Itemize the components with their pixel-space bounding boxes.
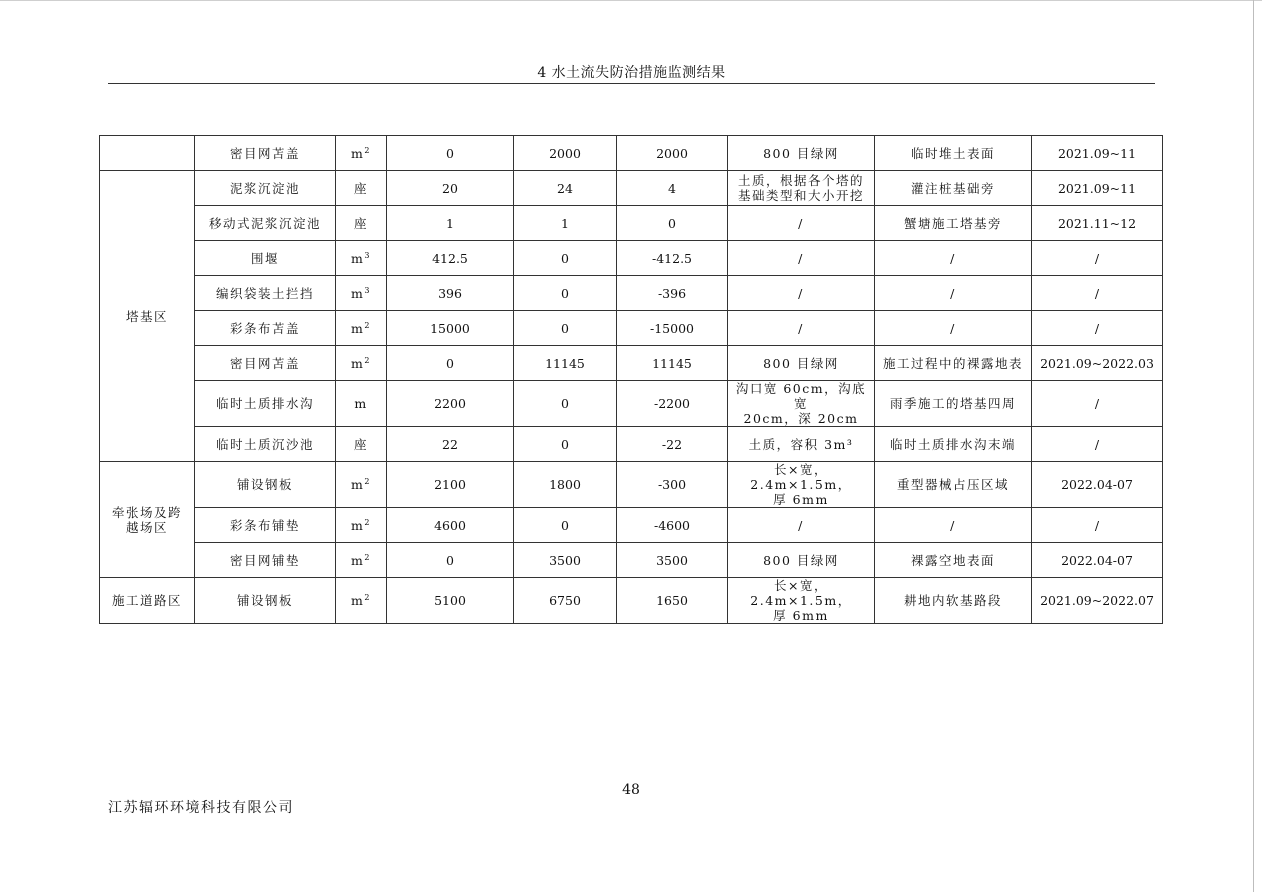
difference-cell: -396 <box>617 276 728 311</box>
planned-quantity-cell: 0 <box>387 346 514 381</box>
planned-quantity-cell: 0 <box>387 136 514 171</box>
table-row <box>100 381 1163 427</box>
page-top-border <box>0 0 1262 1</box>
planned-quantity-cell: 5100 <box>387 578 514 624</box>
company-name: 江苏辐环环境科技有限公司 <box>108 800 294 816</box>
unit-cell <box>336 381 387 427</box>
table-row <box>100 206 1163 241</box>
planned-quantity-cell: 2100 <box>387 462 514 508</box>
difference-cell: -22 <box>617 427 728 462</box>
measure-name-cell: 彩条布苫盖 <box>195 311 336 346</box>
location-cell: 裸露空地表面 <box>875 543 1032 578</box>
time-cell: 2021.09~11 <box>1032 171 1163 206</box>
actual-quantity-cell: 24 <box>514 171 617 206</box>
time-cell: / <box>1032 381 1163 427</box>
header-rule <box>108 83 1155 84</box>
actual-quantity-cell: 1800 <box>514 462 617 508</box>
actual-quantity-cell: 3500 <box>514 543 617 578</box>
specification-cell: 800 目绿网 <box>728 346 875 381</box>
page-right-border <box>1253 0 1254 892</box>
difference-cell: 4 <box>617 171 728 206</box>
location-cell: 施工过程中的裸露地表 <box>875 346 1032 381</box>
unit-cell <box>336 311 387 346</box>
time-cell: / <box>1032 241 1163 276</box>
specification-cell: / <box>728 508 875 543</box>
specification-cell: / <box>728 311 875 346</box>
table-row <box>100 543 1163 578</box>
actual-quantity-cell: 0 <box>514 381 617 427</box>
actual-quantity-cell: 0 <box>514 311 617 346</box>
unit-base: m <box>351 250 365 266</box>
actual-quantity-cell: 1 <box>514 206 617 241</box>
unit-exponent: 3 <box>364 250 371 260</box>
unit-exponent: 2 <box>364 592 371 602</box>
measure-name-cell: 密目网苫盖 <box>195 346 336 381</box>
actual-quantity-cell: 0 <box>514 427 617 462</box>
measure-name-cell: 铺设钢板 <box>195 462 336 508</box>
time-cell: 2021.09~11 <box>1032 136 1163 171</box>
unit-exponent: 2 <box>364 320 371 330</box>
unit-exponent: 2 <box>364 355 371 365</box>
planned-quantity-cell: 20 <box>387 171 514 206</box>
time-cell: / <box>1032 311 1163 346</box>
unit-exponent: 2 <box>364 552 371 562</box>
difference-cell: 0 <box>617 206 728 241</box>
unit-cell <box>336 346 387 381</box>
specification-cell: / <box>728 241 875 276</box>
table-row <box>100 578 1163 624</box>
difference-cell: -4600 <box>617 508 728 543</box>
unit-base: m <box>351 593 365 608</box>
time-cell: / <box>1032 508 1163 543</box>
location-cell: 耕地内软基路段 <box>875 578 1032 624</box>
measure-name-cell: 移动式泥浆沉淀池 <box>195 206 336 241</box>
time-cell: / <box>1032 276 1163 311</box>
unit-cell <box>336 171 387 206</box>
planned-quantity-cell: 396 <box>387 276 514 311</box>
time-cell: 2021.09~2022.07 <box>1032 578 1163 624</box>
location-cell: 雨季施工的塔基四周 <box>875 381 1032 427</box>
time-cell: / <box>1032 427 1163 462</box>
unit-cell <box>336 427 387 462</box>
unit-cell <box>336 462 387 508</box>
specification-cell: / <box>728 276 875 311</box>
location-cell: / <box>875 508 1032 543</box>
specification-cell: 沟口宽 60cm，沟底宽 20cm，深 20cm <box>728 381 875 427</box>
table-row <box>100 276 1163 311</box>
unit-exponent: 3 <box>364 285 371 295</box>
time-cell: 2022.04-07 <box>1032 543 1163 578</box>
difference-cell: -412.5 <box>617 241 728 276</box>
unit-base: m <box>351 355 365 371</box>
location-cell: / <box>875 241 1032 276</box>
location-cell: / <box>875 311 1032 346</box>
unit-cell <box>336 206 387 241</box>
actual-quantity-cell: 2000 <box>514 136 617 171</box>
area-cell: 牵张场及跨 越场区 <box>100 462 195 578</box>
table-row <box>100 136 1163 171</box>
unit-base: m <box>351 477 365 492</box>
measure-name-cell: 泥浆沉淀池 <box>195 171 336 206</box>
specification-cell: 800 目绿网 <box>728 136 875 171</box>
measure-name-cell: 密目网苫盖 <box>195 136 336 171</box>
specification-cell: 长×宽，2.4m×1.5m， 厚 6mm <box>728 462 875 508</box>
table-row <box>100 311 1163 346</box>
location-cell: 临时堆土表面 <box>875 136 1032 171</box>
difference-cell: -300 <box>617 462 728 508</box>
unit-cell <box>336 136 387 171</box>
measure-name-cell: 彩条布铺垫 <box>195 508 336 543</box>
difference-cell: 1650 <box>617 578 728 624</box>
page-header-title: 4 水土流失防治措施监测结果 <box>537 65 726 81</box>
difference-cell: 3500 <box>617 543 728 578</box>
measure-name-cell: 临时土质沉沙池 <box>195 427 336 462</box>
unit-exponent: 2 <box>364 517 371 527</box>
planned-quantity-cell: 2200 <box>387 381 514 427</box>
table-row <box>100 462 1163 508</box>
difference-cell: -15000 <box>617 311 728 346</box>
table-row <box>100 508 1163 543</box>
unit-exponent: 2 <box>364 476 371 486</box>
unit-cell <box>336 276 387 311</box>
actual-quantity-cell: 0 <box>514 241 617 276</box>
planned-quantity-cell: 22 <box>387 427 514 462</box>
time-cell: 2021.09~2022.03 <box>1032 346 1163 381</box>
planned-quantity-cell: 15000 <box>387 311 514 346</box>
unit-cell <box>336 241 387 276</box>
actual-quantity-cell: 0 <box>514 508 617 543</box>
difference-cell: 11145 <box>617 346 728 381</box>
area-cell: 塔基区 <box>100 171 195 462</box>
unit-base: m <box>354 396 368 411</box>
actual-quantity-cell: 0 <box>514 276 617 311</box>
location-cell: 灌注桩基础旁 <box>875 171 1032 206</box>
planned-quantity-cell: 4600 <box>387 508 514 543</box>
planned-quantity-cell: 1 <box>387 206 514 241</box>
unit-base: m <box>351 517 365 533</box>
measures-table <box>99 135 1163 624</box>
area-cell <box>100 136 195 171</box>
unit-exponent: 2 <box>364 145 371 155</box>
specification-cell: 土质，容积 3m³ <box>728 427 875 462</box>
page-number: 48 <box>622 782 640 798</box>
actual-quantity-cell: 11145 <box>514 346 617 381</box>
table-row <box>100 427 1163 462</box>
location-cell: / <box>875 276 1032 311</box>
unit-base: m <box>351 552 365 568</box>
table-row <box>100 346 1163 381</box>
unit-cell <box>336 578 387 624</box>
area-cell: 施工道路区 <box>100 578 195 624</box>
unit-base: 座 <box>353 180 368 196</box>
location-cell: 重型器械占压区域 <box>875 462 1032 508</box>
unit-cell <box>336 508 387 543</box>
unit-base: 座 <box>353 215 368 231</box>
specification-cell: 长×宽，2.4m×1.5m， 厚 6mm <box>728 578 875 624</box>
unit-base: m <box>351 285 365 301</box>
planned-quantity-cell: 412.5 <box>387 241 514 276</box>
unit-base: 座 <box>353 436 368 452</box>
measure-name-cell: 铺设钢板 <box>195 578 336 624</box>
unit-base: m <box>351 145 365 161</box>
measure-name-cell: 编织袋装土拦挡 <box>195 276 336 311</box>
location-cell: 临时土质排水沟末端 <box>875 427 1032 462</box>
specification-cell: / <box>728 206 875 241</box>
difference-cell: -2200 <box>617 381 728 427</box>
specification-cell: 土质，根据各个塔的 基础类型和大小开挖 <box>728 171 875 206</box>
planned-quantity-cell: 0 <box>387 543 514 578</box>
measure-name-cell: 围堰 <box>195 241 336 276</box>
measure-name-cell: 密目网铺垫 <box>195 543 336 578</box>
specification-cell: 800 目绿网 <box>728 543 875 578</box>
unit-base: m <box>351 320 365 336</box>
time-cell: 2022.04-07 <box>1032 462 1163 508</box>
table-row <box>100 241 1163 276</box>
unit-cell <box>336 543 387 578</box>
location-cell: 蟹塘施工塔基旁 <box>875 206 1032 241</box>
actual-quantity-cell: 6750 <box>514 578 617 624</box>
time-cell: 2021.11~12 <box>1032 206 1163 241</box>
measure-name-cell: 临时土质排水沟 <box>195 381 336 427</box>
difference-cell: 2000 <box>617 136 728 171</box>
table-row <box>100 171 1163 206</box>
